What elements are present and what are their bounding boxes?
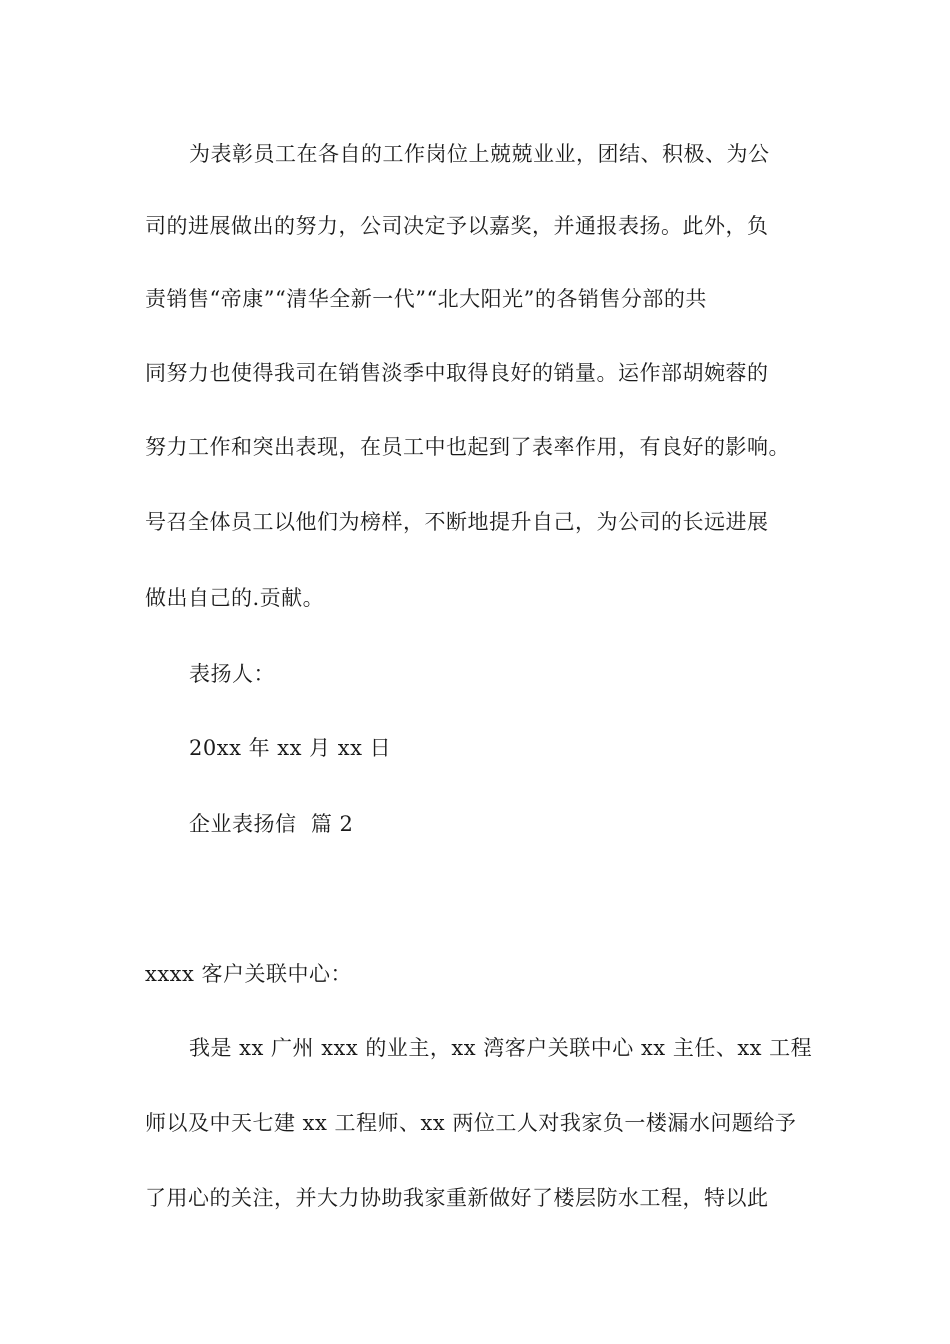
- paragraph-line: 同努力也使得我司在销售淡季中取得良好的销量。运作部胡婉蓉的: [145, 361, 769, 385]
- section-heading: 企业表扬信 篇 2: [189, 812, 354, 836]
- paragraph-line: 了用心的关注，并大力协助我家重新做好了楼层防水工程，特以此: [145, 1186, 769, 1210]
- paragraph-line: 做出自己的.贡献。: [145, 586, 325, 610]
- salutation: xxxx 客户关联中心：: [145, 962, 353, 986]
- paragraph-line: 司的进展做出的努力，公司决定予以嘉奖，并通报表扬。此外，负: [145, 214, 769, 238]
- signer-label: 表扬人：: [189, 662, 275, 686]
- paragraph-line: 师以及中天七建 xx 工程师、xx 两位工人对我家负一楼漏水问题给予: [145, 1111, 797, 1135]
- paragraph-line: 号召全体员工以他们为榜样，不断地提升自己，为公司的长远进展: [145, 510, 769, 534]
- paragraph-line: 努力工作和突出表现，在员工中也起到了表率作用，有良好的影响。: [145, 435, 790, 459]
- letter-date: 20xx 年 xx 月 xx 日: [189, 736, 392, 760]
- paragraph-line: 责销售“帝康”“清华全新一代”“北大阳光”的各销售分部的共: [145, 287, 707, 311]
- paragraph-line: 我是 xx 广州 xxx 的业主，xx 湾客户关联中心 xx 主任、xx 工程: [189, 1036, 813, 1060]
- paragraph-line: 为表彰员工在各自的工作岗位上兢兢业业，团结、积极、为公: [189, 142, 770, 166]
